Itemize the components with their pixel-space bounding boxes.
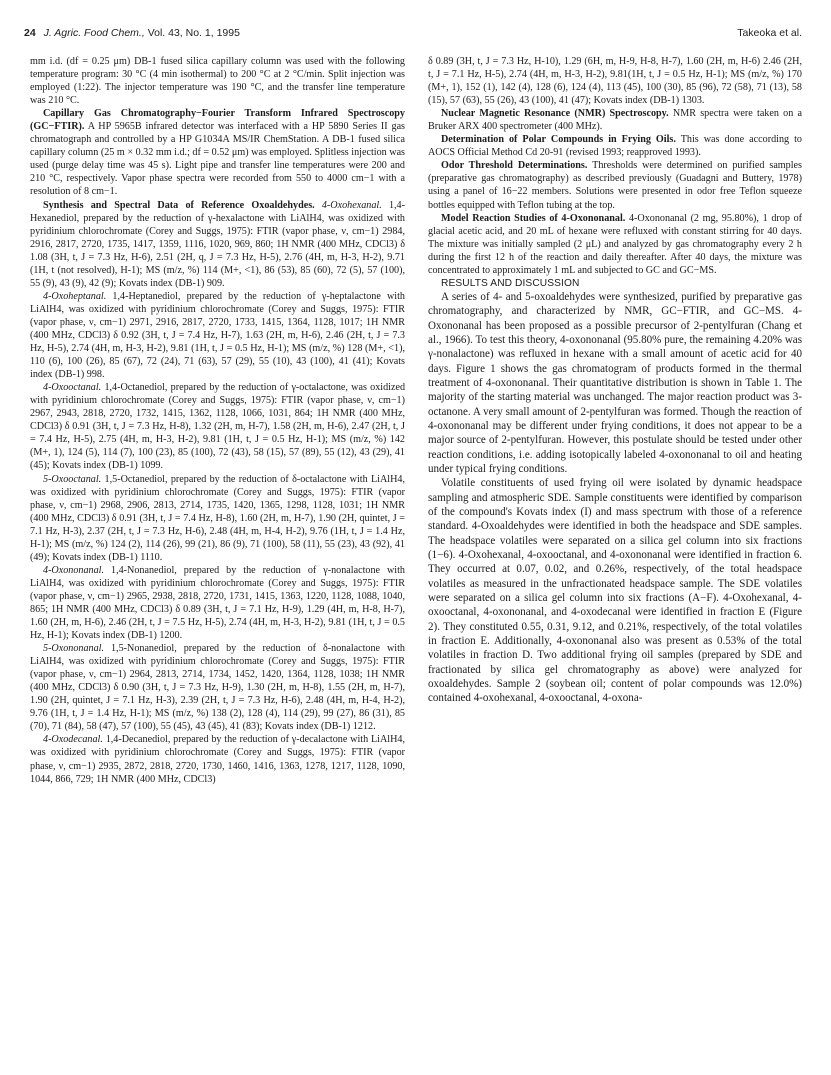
paragraph-5-oxononanal bbox=[30, 642, 405, 733]
paragraph-4-oxononanal bbox=[30, 564, 405, 642]
left-column bbox=[30, 55, 405, 786]
text-4-oxodecanal: 1,4-Decanediol, prepared by the reduction of γ-decalactone with LiAlH4, was oxidized with pyridinium chlorochromate (Corey and Suggs, 1975): FTIR (vapor phase, ν, cm−1) 2935, 2872, 2818, 2720, 1730, 1460, 1416, 1363, 1278, 1217, 1128, 1090, 1044, 866, 729; 1H NMR (400 MHz, CDCl3) bbox=[30, 734, 405, 785]
header-left bbox=[24, 27, 240, 39]
text-odor-threshold: Thresholds were determined on purified samples (preparative gas chromatography) as described previously (Guadagni and Buttery, 1978) using a panel of 16−22 members. Solutions were presented in odor free Teflon squeeze bottles equipped with Teflon tubing at the top. bbox=[428, 160, 802, 211]
paragraph-4-oxodecanal bbox=[30, 733, 405, 785]
paragraph-nmr bbox=[428, 107, 802, 133]
text-polar-compounds: This was done according to AOCS Official Method Cd 20-91 (revised 1993; reapproved 1993). bbox=[428, 134, 802, 159]
right-column bbox=[428, 55, 802, 706]
heading-nmr: Nuclear Magnetic Resonance (NMR) Spectroscopy. bbox=[441, 108, 669, 120]
paragraph-4-oxooctanal bbox=[30, 381, 405, 472]
heading-gc-ftir: Capillary Gas Chromatography−Fourier Transform Infrared Spectroscopy (GC−FTIR). bbox=[30, 108, 405, 133]
running-header bbox=[0, 0, 831, 40]
paragraph-synthesis bbox=[30, 199, 405, 290]
text-4-oxononanal: 1,4-Nonanediol, prepared by the reduction of γ-nonalactone with LiAlH4, was oxidized with pyridinium chlorochromate (Corey and Suggs, 1975): FTIR (vapor phase, ν, cm−1) 2965, 2938, 2818, 2720, 1731, 1415, 1363, 1220, 1128, 1088, 1040, 865; 1H NMR (400 MHz, CDCl3) δ 0.89 (3H, t, J = 7.1 Hz, H-9), 1.29 (4H, m, H-8, H-7), 1.60 (2H, m, H-6), 2.46 (2H, t, J = 7.5 Hz, H-5), 2.74 (4H, m, H-3, H-2), 9.81 (1H, t, J = 0.5 Hz, H-1); Kovats index (DB-1) 1200. bbox=[30, 564, 405, 642]
text-4-oxohexanal: 1,4-Hexanediol, prepared by the reduction of γ-hexalactone with LiAlH4, was oxidized with pyridinium chlorochromate (Corey and Suggs, 1975): FTIR (vapor phase, ν, cm−1) 2984, 2916, 2817, 2720, 1735, 1417, 1359, 1116, 1020, 969, 860; 1H NMR (400 MHz, CDCl3) δ 1.08 (3H, t, J = 7.3 Hz, H-6), 2.51 (2H, q, J = 7.3 Hz, H-5), 2.76 (4H, m, H-3, H-2), 9.71 (1H, t (not resolved), H-1); MS (m/z, %) 114 (M+, <1), 86 (53), 85 (60), 72 (5), 57 (100), 55 (9), 43 (9), 42 (9); Kovats index (DB-1) 909. bbox=[30, 199, 405, 289]
compound-name-5-oxononanal: 5-Oxononanal. bbox=[43, 643, 105, 655]
text-5-oxononanal: 1,5-Nonanediol, prepared by the reduction of δ-nonalactone with LiAlH4, was oxidized with pyridinium chlorochromate (Corey and Suggs, 1975): FTIR (vapor phase, ν, cm−1) 2964, 2813, 2714, 1734, 1452, 1420, 1364, 1128, 1038; 1H NMR (400 MHz, CDCl3) δ 0.90 (3H, t, J = 7.3 Hz, H-9), 1.30 (2H, m, H-8), 1.55 (2H, m, H-7), 1.90 (2H, quintet, J = 7.1 Hz, H-3), 2.39 (2H, t, J = 7.3 Hz, H-6), 2.48 (4H, m, H-4, H-2), 9.76 (1H, t, J = 1.4 Hz, H-1); MS (m/z, %) 138 (2), 128 (4), 114 (29), 99 (27), 86 (31), 85 (70), 71 (84), 58 (47), 57 (100), 55 (45), 43 (45), 41 (83); Kovats index (DB-1) 1212. bbox=[30, 643, 405, 733]
paragraph-model-reaction bbox=[428, 212, 802, 277]
heading-synthesis: Synthesis and Spectral Data of Reference Oxoaldehydes. bbox=[43, 199, 315, 211]
text-gc-ftir: A HP 5965B infrared detector was interfaced with a HP 5890 Series II gas chromatograph and controlled by a HP G1034A MS/IR ChemStation. A DB-1 fused silica capillary column (25 m × 0.32 mm i.d.; df = 0.52 μm) was employed. Splitless injection was used (purge delay time was 45 s). Light pipe and transfer line temperatures were 200 and 210 °C, respectively. Vapor phase spectra were recorded from 550 to 4000 cm−1 with a resolution of 8 cm−1. bbox=[30, 121, 405, 198]
paragraph-odor-threshold bbox=[428, 159, 802, 211]
heading-polar-compounds: Determination of Polar Compounds in Frying Oils. bbox=[441, 134, 676, 146]
paragraph-4-oxodecanal-continued: δ 0.89 (3H, t, J = 7.3 Hz, H-10), 1.29 (6H, m, H-9, H-8, H-7), 1.60 (2H, m, H-6) 2.46 (2H, t, J = 7.1 Hz, H-5), 2.74 (4H, m, H-3, H-2), 9.81(1H, t, J = 0.5 Hz, H-1); MS (m/z, %) 170 (M+, 1), 152 (1), 142 (4), 128 (6), 124 (4), 113 (45), 100 (30), 85 (96), 72 (58), 71 (13), 58 (15), 57 (63), 55 (26), 43 (100), 41 (47); Kovats index (DB-1) 1303. bbox=[428, 56, 802, 107]
compound-name-4-oxohexanal: 4-Oxohexanal. bbox=[314, 199, 382, 211]
text-5-oxooctanal: 1,5-Octanediol, prepared by the reduction of δ-octalactone with LiAlH4, was oxidized with pyridinium chlorochromate (Corey and Suggs, 1975): FTIR (vapor phase, ν, cm−1) 2968, 2906, 2813, 2714, 1735, 1420, 1365, 1298, 1128, 1031; 1H NMR (400 MHz, CDCl3) δ 0.91 (3H, t, J = 7.4 Hz, H-8), 1.60 (2H, m, H-7), 1.90 (2H, quintet, J = 7.1 Hz, H-3), 2.37 (2H, t, J = 7.3 Hz, H-6), 2.48 (4H, m, H-4, H-2), 9.76 (1H, t, J = 1.4 Hz, H-1); MS (m/z, %) 124 (2), 114 (26), 99 (21), 86 (9), 71 (100), 58 (11), 55 (23), 43 (92), 41 (49); Kovats index (DB-1) 1110. bbox=[30, 473, 405, 563]
paragraph-results-1: A series of 4- and 5-oxoaldehydes were synthesized, purified by preparative gas chromatography, and characterized by NMR, GC−FTIR, and GC−MS. 4-Oxononanal has been proposed as a possible precursor of 2-pentylfuran (Chang et al., 1966). To test this theory, 4-oxononanal (95.80% pure, the remaining 4.20% was γ-nonalactone) was refluxed in hexane with a small amount of acetic acid for 40 days. Figure 1 shows the gas chromatogram of products formed in the thermal treatment of 4-oxononanal. Their quantitative distribution is shown in Table 1. The majority of the starting material was unchanged. The major reaction product was 3-octanone. A very small amount of 2-pentylfuran was formed. Though the reaction of 4-oxononanal may be different under frying conditions, it does not appear to be a major source of 2-pentylfuran. However, this postulate should be tested under other reaction conditions, i.e. adding isotopically labeled 4-oxononanal to oil and heating under typical frying conditions. bbox=[428, 290, 802, 475]
heading-odor-threshold: Odor Threshold Determinations. bbox=[441, 160, 588, 172]
text-model-reaction: 4-Oxononanal (2 mg, 95.80%), 1 drop of glacial acetic acid, and 20 mL of hexane were refluxed with constant stirring for 40 days. The mixture was initially sampled (2 μL) and analyzed by gas chromatography every 2 h during the first 12 h of the reaction and daily thereafter. After 40 days, the mixture was concentrated to approximately 1 mL and subjected to GC and GC−MS. bbox=[428, 212, 802, 276]
paragraph-5-oxooctanal bbox=[30, 473, 405, 564]
text-nmr: NMR spectra were taken on a Bruker ARX 400 spectrometer (400 MHz). bbox=[428, 108, 802, 133]
text-4-oxooctanal: 1,4-Octanediol, prepared by the reduction of γ-octalactone, was oxidized with pyridinium chlorochromate (Corey and Suggs, 1975): FTIR (vapor phase, ν, cm−1) 2967, 2943, 2818, 2720, 1732, 1415, 1362, 1128, 1066, 1031, 864; 1H NMR (400 MHz, CDCl3) δ 0.91 (3H, t, J = 7.3 Hz, H-8), 1.32 (2H, m, H-7), 1.58 (2H, m, H-6), 2.47 (2H, t, J = 7.4 Hz, H-5), 2.75 (4H, m, H-3, H-2), 9.81 (1H, t, J = 0.5 Hz, H-1); MS (m/z, %) 142 (M+, 1), 124 (5), 114 (7), 100 (23), 85 (100), 72 (43), 58 (15), 57 (89), 55 (12), 43 (29), 41 (45); Kovats index (DB-1) 1099. bbox=[30, 382, 405, 472]
paragraph-4-oxoheptanal bbox=[30, 290, 405, 381]
paragraph-results-2: Volatile constituents of used frying oil were isolated by dynamic headspace sampling and atmospheric SDE. Sample constituents were identified by comparison of the compound's Kovats index (I) and mass spectrum with those of a reference standard. 4-Oxoaldehydes were identified in both the headspace and SDE samples. The headspace volatiles were separated on a silica gel column into six fractions (1−6). 4-Oxohexanal, 4-oxooctanal, and 4-oxononanal were identified in fraction 6. They occurred at 0.07, 0.02, and 0.26%, respectively, of the total headspace volatiles as measured in the unfractionated headspace sample. The SDE volatiles were separated on a silica gel column into six fractions (A−F). 4-Oxohexanal, 4-oxooctanal, 4-oxononanal, and 4-oxodecanal were identified in fraction E (Figure 2). They constituted 0.55, 0.31, 9.12, and 0.21%, respectively, of the total volatiles in fraction E. Additionally, 4-oxononanal also was present as 0.53% of the total volatiles in fraction D. Two additional frying oil samples (prepared by SDE and fractionated by silica gel chromatography as above) were analyzed for oxoaldehydes. Sample 2 (soybean oil; content of polar compounds was 12.0%) contained 4-oxohexanal, 4-oxooctanal, 4-oxona- bbox=[428, 477, 802, 705]
journal-name: J. Agric. Food Chem., bbox=[43, 27, 145, 39]
compound-name-4-oxoheptanal: 4-Oxoheptanal. bbox=[43, 290, 107, 302]
paragraph-gc-ftir bbox=[30, 107, 405, 198]
text-4-oxoheptanal: 1,4-Heptanediol, prepared by the reduction of γ-heptalactone with LiAlH4, was oxidized with pyridinium chlorochromate (Corey and Suggs, 1975): FTIR (vapor phase, ν, cm−1) 2971, 2916, 2817, 2720, 1733, 1415, 1364, 1128, 1017; 1H NMR (400 MHz, CDCl3) δ 0.92 (3H, t, J = 7.4 Hz, H-7), 1.63 (2H, m, H-6), 2.46 (2H, t, J = 7.3 Hz, H-5), 2.74 (4H, m, H-3, H-2), 9.81 (1H, t, J = 0.5 Hz, H-1); MS (m/z, %) 128 (M+, <1), 110 (6), 100 (26), 85 (67), 72 (24), 71 (63), 57 (29), 55 (10), 43 (100), 41 (41); Kovats index (DB-1) 998. bbox=[30, 290, 405, 381]
section-heading-results: RESULTS AND DISCUSSION bbox=[441, 277, 580, 289]
compound-name-4-oxononanal: 4-Oxononanal. bbox=[43, 564, 105, 576]
paragraph-gc-conditions: mm i.d. (df = 0.25 μm) DB-1 fused silica capillary column was used with the following temperature program: 30 °C (4 min isothermal) to 200 °C at 2 °C/min. Split injection was employed (1:22). The injector temperature was 190 °C, and the transfer line temperature was 210 °C. bbox=[30, 56, 405, 107]
journal-citation: Vol. 43, No. 1, 1995 bbox=[147, 27, 240, 39]
compound-name-5-oxooctanal: 5-Oxooctanal. bbox=[43, 473, 102, 485]
compound-name-4-oxodecanal: 4-Oxodecanal. bbox=[43, 734, 103, 746]
paragraph-polar-compounds bbox=[428, 133, 802, 159]
heading-model-reaction: Model Reaction Studies of 4-Oxononanal. bbox=[441, 212, 626, 224]
compound-name-4-oxooctanal: 4-Oxooctanal. bbox=[43, 382, 102, 394]
header-authors: Takeoka et al. bbox=[737, 27, 802, 39]
page-number: 24 bbox=[24, 27, 36, 39]
